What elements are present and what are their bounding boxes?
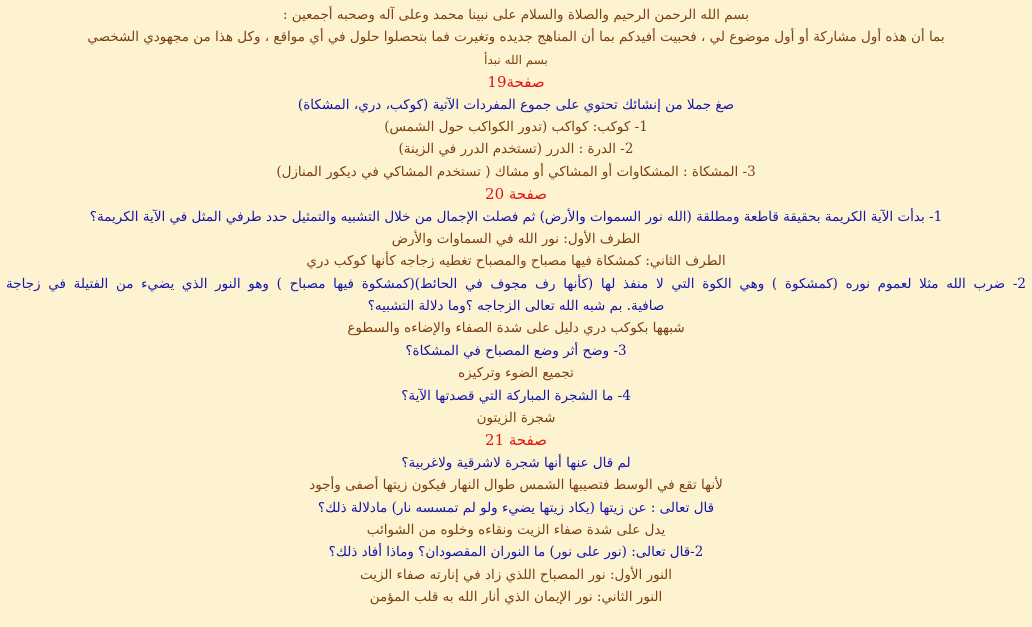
page-heading-21: صفحة 21: [485, 431, 547, 450]
answer-text: شجرة الزيتون: [476, 410, 556, 427]
question-text: لم قال عنها أنها شجرة لاشرقية ولاغربية؟: [401, 454, 631, 471]
answer-text: 3- المشكاة : المشكاوات أو المشاكي أو مشاك ( تستخدم المشاكي في ديكور المنازل): [276, 163, 756, 180]
page-heading-20: صفحة 20: [485, 185, 547, 204]
answer-text: تجميع الضوء وتركيزه: [458, 365, 574, 382]
answer-text: لأنها تقع في الوسط فتصيبها الشمس طوال النهار فيكون زيتها أصفى وأجود: [309, 477, 723, 494]
answer-text: شبهها بكوكب دري دليل على شدة الصفاء والإضاءه والسطوع: [347, 320, 685, 337]
answer-text: 1- كوكب: كواكب (تدور الكواكب حول الشمس): [384, 118, 648, 135]
basmala-greeting: بسم الله الرحمن الرحيم والصلاة والسلام على نبينا محمد وعلى آله وصحبه أجمعين :: [282, 7, 750, 23]
intro-paragraph: بما أن هذه أول مشاركة أو أول موضوع لي ، فحبيت أفيدكم بما أن المناهج جديده وتغيرت فما بتحصلوا حلول في أي مواقع ، وكل هذا من مجهودي الشخصي: [87, 29, 945, 46]
question-text: 3- وضح أثر وضع المصباح في المشكاة؟: [405, 342, 627, 359]
answer-text: الطرف الأول: نور الله في السماوات والأرض: [391, 230, 641, 247]
question-text: 2- ضرب الله مثلا لعموم نوره (كمشكوة ) وهي الكوة التي لا منفذ لها (كأنها رف مجوف في الحائط)(كمشكوة فيها مصباح ) وهو النور الذي يضيء من الفتيلة في زجاجة: [6, 275, 1026, 292]
question-text: 4- ما الشجرة المباركة التي قصدتها الآية؟: [401, 387, 631, 404]
answer-text: 2- الدرة : الدرر (تستخدم الدرر في الزينة): [398, 141, 634, 158]
answer-text: النور الثاني: نور الإيمان الذي أنار الله به قلب المؤمن: [369, 589, 663, 606]
page-heading-19: صفحة19: [487, 73, 545, 92]
question-text: صافية. بم شبه الله تعالى الزجاجه ؟وما دلالة التشبيه؟: [367, 298, 665, 315]
answer-text: الطرف الثاني: كمشكاة فيها مصباح والمصباح تغطيه زجاجه كأنها كوكب دري: [306, 253, 726, 270]
question-text: 1- بدأت الآية الكريمة بحقيقة قاطعة ومطلقة (الله نور السموات والأرض) ثم فصلت الإجمال من خلال التشبيه والتمثيل حدد طرفي المثل في الآية الكريمة؟: [89, 208, 943, 225]
start-line: بسم الله نبدأ: [484, 52, 548, 67]
question-text: 2-قال تعالى: (نور على نور) ما النوران المقصودان؟ وماذا أفاد ذلك؟: [328, 544, 704, 561]
question-text: صغ جملا من إنشائك تحتوي على جموع المفردات الآتية (كوكب، دري، المشكاة): [297, 96, 735, 113]
question-text: قال تعالى : عن زيتها (يكاد زيتها يضيء ولو لم تمسسه نار) مادلالة ذلك؟: [317, 499, 715, 516]
answer-text: النور الأول: نور المصباح اللذي زاد في إنارته صفاء الزيت: [359, 566, 673, 583]
answer-text: يدل على شدة صفاء الزيت ونقاءه وخلوه من الشوائب: [366, 521, 666, 538]
